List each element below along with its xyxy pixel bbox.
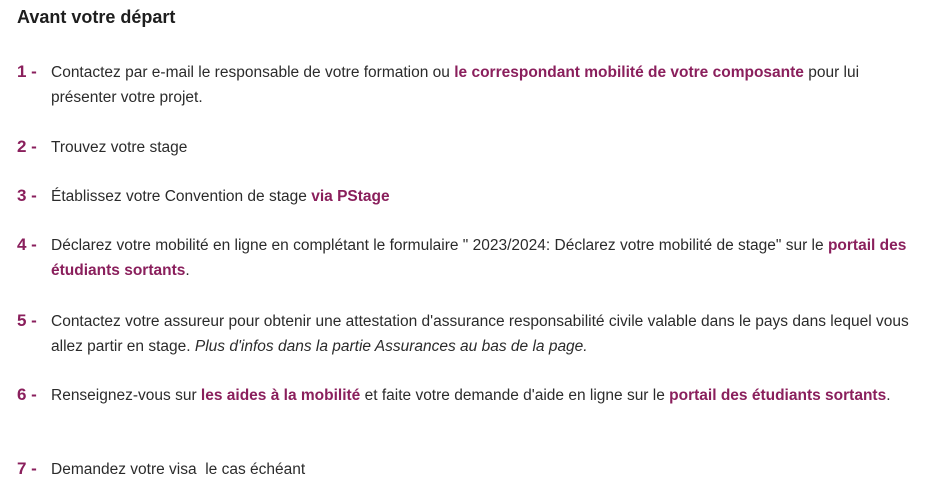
step-text [51,309,927,359]
link-portail-etudiants-sortants[interactable]: portail des étudiants sortants [51,237,907,279]
link-correspondant-mobilite[interactable]: le correspondant mobilité de votre composante [454,64,804,81]
step-number: 2 - [17,137,37,156]
step-3 [17,184,927,209]
step-text: Demandez votre visa le cas échéant [51,461,306,478]
step-text-after: . [886,387,891,404]
link-via-pstage[interactable]: via PStage [311,188,390,205]
step-text: Trouvez votre stage [51,139,188,156]
step-text-before: Renseignez-vous sur [51,387,201,404]
link-portail-etudiants-sortants[interactable]: portail des étudiants sortants [669,387,887,404]
step-number: 4 - [17,235,37,254]
step-number: 1 - [17,62,37,81]
step-text-before: Déclarez votre mobilité en ligne en complétant le formulaire " 2023/2024: Déclarez votre mobilité de stage" sur le [51,237,828,254]
step-2 [17,135,927,160]
step-number: 3 - [17,186,37,205]
step-text [51,60,927,110]
step-text-before: Contactez par e-mail le responsable de votre formation ou [51,64,455,81]
step-1 [17,60,927,110]
step-number: 6 - [17,385,37,404]
step-text-middle: et faite votre demande d'aide en ligne sur le [360,387,670,404]
step-text-before: Établissez votre Convention de stage [51,188,312,205]
step-text [51,233,927,283]
step-number: 7 - [17,459,37,478]
section-title: Avant votre départ [17,7,176,27]
assurance-note: Plus d'infos dans la partie Assurances au bas de la page. [194,338,588,355]
link-aides-mobilite[interactable]: les aides à la mobilité [200,387,361,404]
step-text-after: pour lui présenter votre projet. [51,64,860,106]
step-text [51,184,927,209]
step-4 [17,233,927,283]
step-number: 5 - [17,311,37,330]
step-7 [17,457,927,482]
step-text-before: Contactez votre assureur pour obtenir une attestation d'assurance responsabilité civile valable dans le pays dans lequel vous allez partir en stage. [51,313,909,355]
step-text-after: . [185,262,190,279]
step-5 [17,309,927,359]
step-text [51,383,927,408]
step-6 [17,383,927,408]
